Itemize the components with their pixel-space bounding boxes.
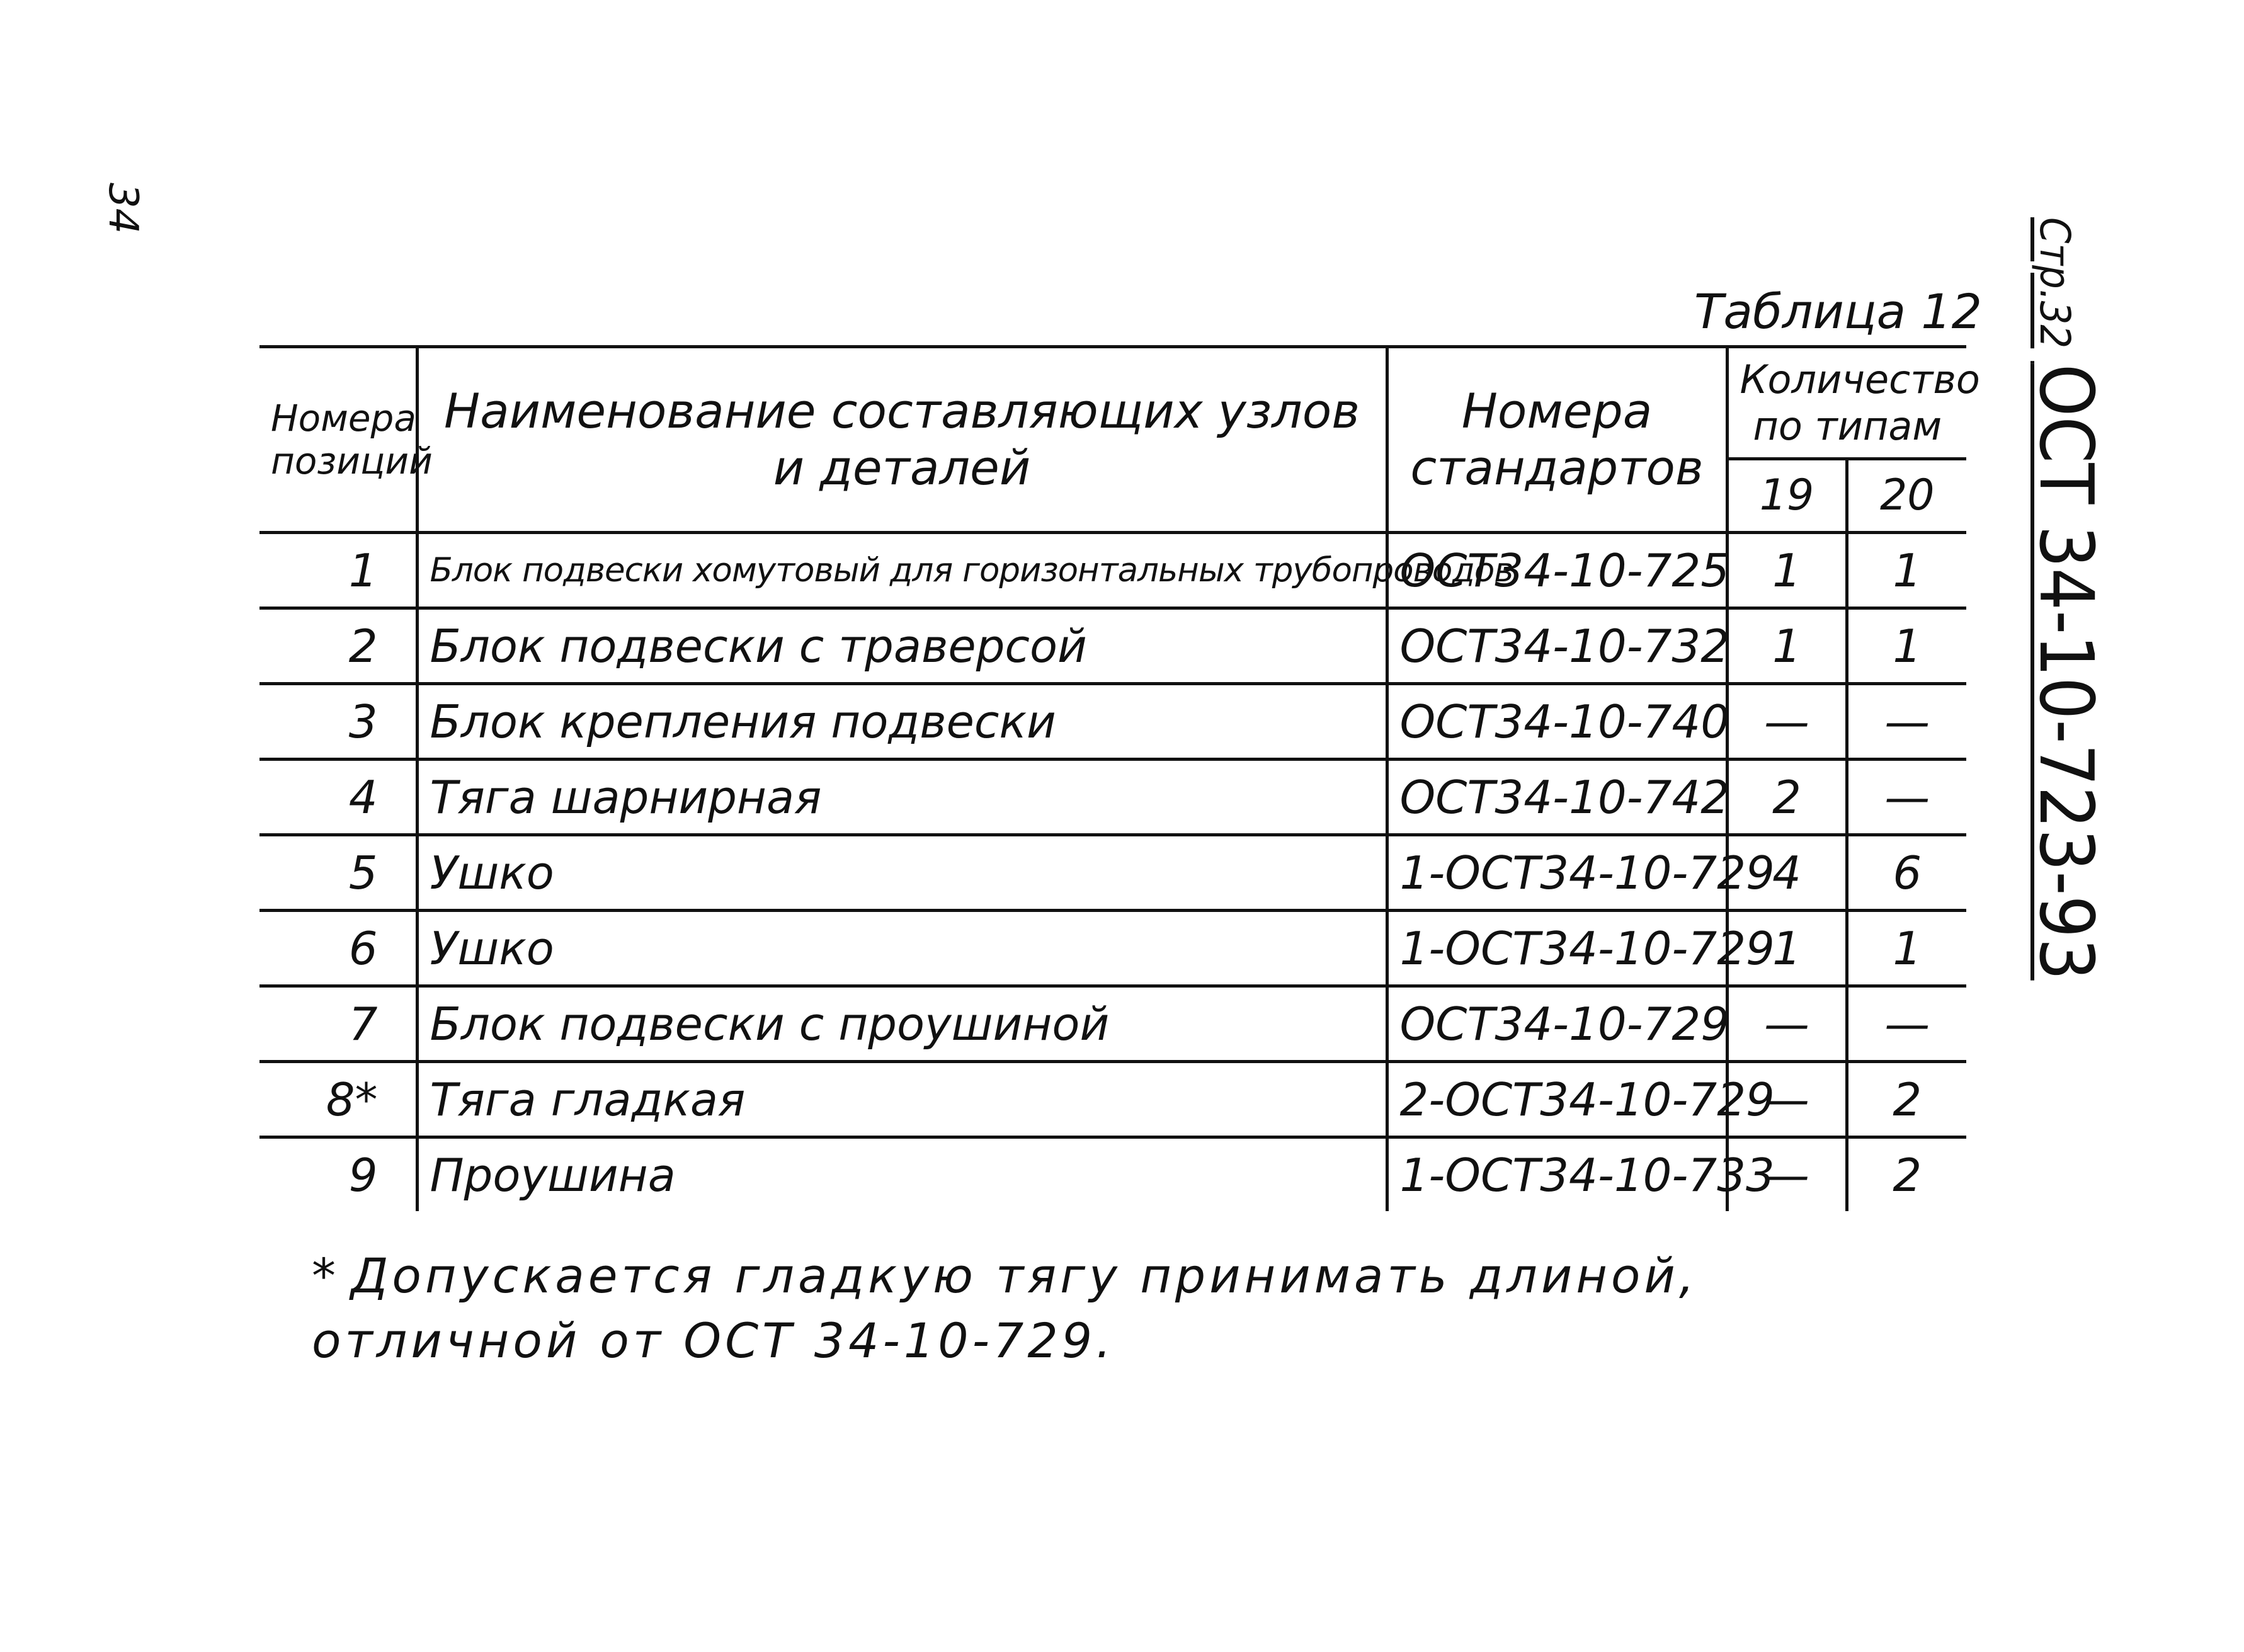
- cell-qty-19: —: [1727, 1137, 1847, 1212]
- page-number: Стр.32: [2030, 217, 2079, 349]
- table-row: [259, 608, 1966, 684]
- cell-position: 4: [259, 760, 417, 835]
- cell-position: 1: [259, 533, 417, 608]
- cell-standard: ОСТ34-10-729: [1387, 986, 1727, 1062]
- cell-qty-20: 2: [1847, 1062, 1966, 1137]
- cell-position: 6: [259, 911, 417, 986]
- footnote-asterisk: *: [312, 1248, 339, 1304]
- header-standard: Номера стандартов: [1387, 347, 1727, 533]
- header-type-20: 20: [1847, 459, 1966, 533]
- cell-standard: ОСТ34-10-740: [1387, 684, 1727, 760]
- cell-name: Тяга гладкая: [417, 1062, 1387, 1137]
- cell-qty-20: 6: [1847, 835, 1966, 911]
- table-row: [259, 684, 1966, 760]
- cell-qty-19: 2: [1727, 760, 1847, 835]
- table-title: Таблица 12: [1694, 283, 1983, 339]
- cell-qty-19: 1: [1727, 608, 1847, 684]
- cell-qty-20: —: [1847, 760, 1966, 835]
- table-row: [259, 911, 1966, 986]
- footnote: [312, 1244, 1937, 1373]
- table-row: [259, 760, 1966, 835]
- cell-position: 7: [259, 986, 417, 1062]
- cell-standard: 1-ОСТ34-10-733: [1387, 1137, 1727, 1212]
- standard-code: ОСТ 34-10-723-93: [2023, 363, 2110, 981]
- cell-name: Тяга шарнирная: [417, 760, 1387, 835]
- table-row: [259, 1062, 1966, 1137]
- cell-qty-20: 2: [1847, 1137, 1966, 1212]
- table-row: [259, 533, 1966, 608]
- table-row: [259, 1137, 1966, 1212]
- cell-name: Ушко: [417, 911, 1387, 986]
- cell-position: 3: [259, 684, 417, 760]
- cell-standard: 2-ОСТ34-10-729: [1387, 1062, 1727, 1137]
- cell-name: Блок подвески хомутовый для горизонтальных трубопроводов: [417, 533, 1387, 608]
- cell-name: Блок крепления подвески: [417, 684, 1387, 760]
- cell-qty-20: 1: [1847, 608, 1966, 684]
- components-table: [259, 345, 1980, 1211]
- cell-qty-20: —: [1847, 684, 1966, 760]
- table-row: [259, 986, 1966, 1062]
- cell-qty-19: —: [1727, 684, 1847, 760]
- cell-qty-19: 1: [1727, 533, 1847, 608]
- cell-standard: ОСТ34-10-742: [1387, 760, 1727, 835]
- archive-stamp-number: 34: [100, 183, 146, 234]
- document-code: [2023, 217, 2110, 981]
- cell-position: 9: [348, 1148, 378, 1202]
- header-type-19: 19: [1727, 459, 1847, 533]
- cell-position: 2: [259, 608, 417, 684]
- table-header-row: [259, 347, 1966, 459]
- cell-qty-19: —: [1727, 1062, 1847, 1137]
- cell-name: Блок подвески с проушиной: [417, 986, 1387, 1062]
- cell-position: 5: [259, 835, 417, 911]
- header-quantity: Количество по типам: [1727, 347, 1966, 459]
- cell-name: Блок подвески с траверсой: [417, 608, 1387, 684]
- cell-standard: ОСТ34-10-732: [1387, 608, 1727, 684]
- cell-qty-20: 1: [1847, 911, 1966, 986]
- footnote-text: Допускается гладкую тягу принимать длиной, отличной от ОСТ 34-10-729.: [312, 1248, 1698, 1369]
- cell-qty-19: 4: [1727, 835, 1847, 911]
- cell-name: Ушко: [417, 835, 1387, 911]
- cell-qty-20: —: [1847, 986, 1966, 1062]
- cell-qty-19: 1: [1727, 911, 1847, 986]
- cell-qty-19: —: [1727, 986, 1847, 1062]
- table-row: [259, 835, 1966, 911]
- cell-standard: ОСТ34-10-725: [1387, 533, 1727, 608]
- cell-qty-20: 1: [1847, 533, 1966, 608]
- header-name: Наименование составляющих узлов и деталей: [417, 347, 1387, 533]
- header-position: Номера позиций: [259, 347, 417, 533]
- cell-position: 8*: [259, 1062, 417, 1137]
- cell-name: Проушина: [417, 1137, 1387, 1212]
- cell-standard: 1-ОСТ34-10-729: [1387, 911, 1727, 986]
- cell-standard: 1-ОСТ34-10-729: [1387, 835, 1727, 911]
